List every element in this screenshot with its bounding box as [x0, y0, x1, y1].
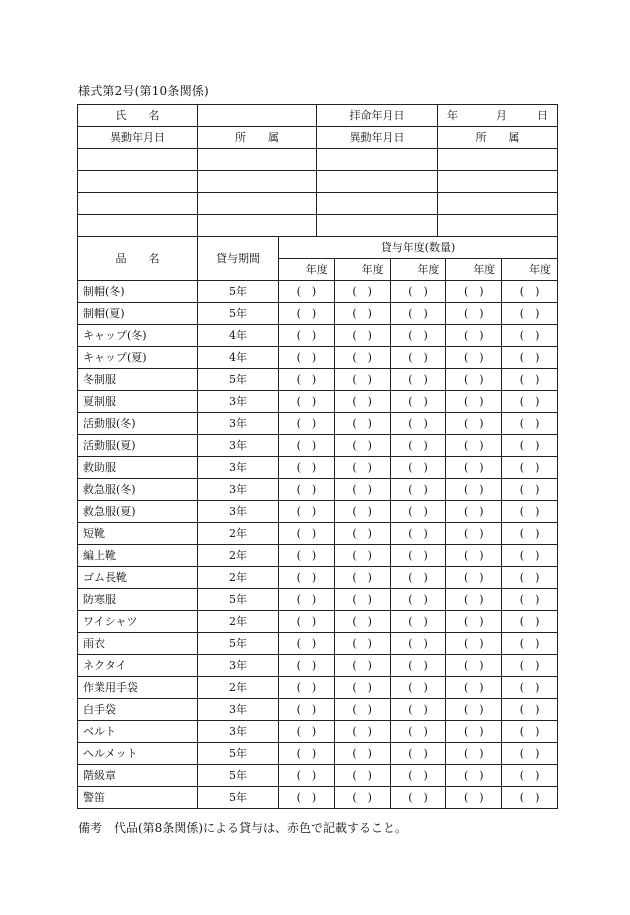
quantity-cell[interactable]: ( )	[279, 523, 335, 544]
quantity-cell[interactable]: ( )	[446, 765, 502, 786]
quantity-cell[interactable]: ( )	[446, 589, 502, 610]
quantity-cell[interactable]: ( )	[279, 479, 335, 500]
quantity-cell[interactable]: ( )	[446, 457, 502, 478]
item-name-cell: 救急服(冬)	[78, 479, 198, 501]
quantity-cell[interactable]: ( )	[279, 501, 335, 522]
quantity-cell[interactable]: ( )	[446, 545, 502, 566]
item-name-cell: ヘルメット	[78, 743, 198, 765]
transfer-entry-row	[78, 193, 558, 215]
quantity-cell[interactable]: ( )	[279, 611, 335, 632]
loan-period-cell: 2年	[198, 545, 279, 567]
quantity-cell[interactable]: ( )	[519, 769, 540, 782]
affiliation-cell[interactable]	[198, 193, 317, 215]
quantity-cell[interactable]: ( )	[446, 435, 502, 456]
loan-period-cell: 5年	[198, 589, 279, 611]
quantity-cell[interactable]: ( )	[335, 677, 391, 698]
item-name-cell: 階級章	[78, 765, 198, 787]
loan-period-cell: 3年	[198, 391, 279, 413]
item-row	[78, 281, 558, 303]
appointment-date-value[interactable]	[438, 105, 558, 127]
quantity-cell[interactable]: ( )	[335, 391, 391, 412]
quantity-cell[interactable]: ( )	[391, 589, 447, 610]
item-name-cell: 活動服(夏)	[78, 435, 198, 457]
loan-period-cell: 2年	[198, 611, 279, 633]
loan-year-group-header: 貸与年度(数量)	[279, 237, 557, 259]
quantity-cell[interactable]: ( )	[519, 417, 540, 430]
quantity-cell[interactable]: ( )	[519, 373, 540, 386]
quantity-cell[interactable]: ( )	[446, 633, 502, 654]
transfer-entry-row	[78, 149, 558, 171]
affiliation-cell[interactable]	[198, 171, 317, 193]
affiliation-cell[interactable]	[438, 149, 558, 171]
loan-period-header: 貸与期間	[198, 237, 279, 281]
quantity-cell[interactable]: ( )	[391, 501, 447, 522]
item-name-cell: キャップ(冬)	[78, 325, 198, 347]
quantity-cell[interactable]: ( )	[279, 765, 335, 786]
quantity-cell[interactable]: ( )	[519, 483, 540, 496]
loan-period-cell: 5年	[198, 633, 279, 655]
quantity-cell[interactable]: ( )	[279, 567, 335, 588]
affiliation-label-1: 所 属	[198, 127, 317, 149]
quantity-cell[interactable]: ( )	[335, 435, 391, 456]
quantity-cell[interactable]: ( )	[391, 391, 447, 412]
quantity-cell[interactable]: ( )	[391, 545, 447, 566]
loan-period-cell: 3年	[198, 655, 279, 677]
name-value-cell[interactable]	[198, 105, 317, 127]
quantity-cell[interactable]: ( )	[446, 281, 502, 302]
item-name-cell: 制帽(夏)	[78, 303, 198, 325]
quantity-cell[interactable]: ( )	[279, 545, 335, 566]
affiliation-cell[interactable]	[198, 215, 317, 237]
year-header: 年度	[446, 259, 502, 280]
quantity-cell[interactable]: ( )	[335, 369, 391, 390]
quantity-cell[interactable]: ( )	[391, 369, 447, 390]
item-name-cell: 制帽(冬)	[78, 281, 198, 303]
quantity-cell[interactable]: ( )	[335, 523, 391, 544]
item-row	[78, 743, 558, 765]
loan-period-cell: 3年	[198, 413, 279, 435]
item-name-cell: 救助服	[78, 457, 198, 479]
item-row	[78, 655, 558, 677]
quantity-cell[interactable]: ( )	[279, 413, 335, 434]
quantity-cell[interactable]: ( )	[335, 589, 391, 610]
item-row	[78, 435, 558, 457]
transfer-date-cell[interactable]	[78, 215, 198, 237]
loan-period-cell: 3年	[198, 435, 279, 457]
quantity-cell[interactable]: ( )	[279, 721, 335, 742]
item-row	[78, 611, 558, 633]
affiliation-cell[interactable]	[198, 149, 317, 171]
quantity-cell[interactable]: ( )	[519, 461, 540, 474]
transfer-date-cell[interactable]	[78, 149, 198, 171]
quantity-cell[interactable]: ( )	[335, 281, 391, 302]
quantity-cell[interactable]: ( )	[279, 435, 335, 456]
quantity-cell[interactable]: ( )	[446, 699, 502, 720]
loan-period-cell: 5年	[198, 765, 279, 787]
item-name-cell: 警笛	[78, 787, 198, 809]
quantity-cell[interactable]: ( )	[391, 303, 447, 324]
header-row-1	[78, 105, 558, 127]
year-header: 年度	[528, 263, 551, 276]
quantity-cell[interactable]: ( )	[519, 703, 540, 716]
item-row	[78, 633, 558, 655]
quantity-cell[interactable]: ( )	[519, 659, 540, 672]
transfer-entry-row	[78, 171, 558, 193]
quantity-cell[interactable]: ( )	[279, 589, 335, 610]
affiliation-cell[interactable]	[438, 171, 558, 193]
quantity-cell[interactable]: ( )	[391, 325, 447, 346]
quantity-cell[interactable]: ( )	[391, 347, 447, 368]
quantity-cell[interactable]: ( )	[335, 721, 391, 742]
quantity-cell[interactable]: ( )	[335, 699, 391, 720]
quantity-cell[interactable]: ( )	[335, 501, 391, 522]
item-row	[78, 391, 558, 413]
quantity-cell[interactable]: ( )	[519, 395, 540, 408]
quantity-cell[interactable]: ( )	[279, 633, 335, 654]
quantity-cell[interactable]: ( )	[279, 391, 335, 412]
quantity-cell[interactable]: ( )	[446, 325, 502, 346]
item-name-header: 品 名	[78, 237, 198, 281]
header-row-2	[78, 127, 558, 149]
loan-record-table	[77, 104, 558, 809]
item-row	[78, 347, 558, 369]
quantity-cell[interactable]: ( )	[391, 567, 447, 588]
quantity-cell[interactable]: ( )	[519, 329, 540, 342]
quantity-cell[interactable]: ( )	[446, 611, 502, 632]
date-year-label: 年	[447, 108, 458, 122]
quantity-cell[interactable]: ( )	[391, 765, 447, 786]
quantity-cell[interactable]: ( )	[446, 391, 502, 412]
quantity-cell[interactable]: ( )	[391, 699, 447, 720]
item-row	[78, 501, 558, 523]
quantity-cell[interactable]: ( )	[391, 655, 447, 676]
quantity-cell[interactable]: ( )	[279, 677, 335, 698]
transfer-date-cell[interactable]	[317, 215, 438, 237]
loan-period-cell: 3年	[198, 501, 279, 523]
item-row	[78, 567, 558, 589]
date-month-label: 月	[496, 108, 507, 122]
loan-period-cell: 5年	[198, 787, 279, 809]
quantity-cell[interactable]: ( )	[446, 303, 502, 324]
item-row	[78, 457, 558, 479]
quantity-cell[interactable]: ( )	[391, 435, 447, 456]
transfer-date-cell[interactable]	[317, 193, 438, 215]
loan-period-cell: 5年	[198, 369, 279, 391]
affiliation-cell[interactable]	[438, 193, 558, 215]
affiliation-label-2: 所 属	[438, 127, 558, 149]
item-name-cell: ゴム長靴	[78, 567, 198, 589]
transfer-date-label-2: 異動年月日	[317, 127, 438, 149]
quantity-cell[interactable]: ( )	[446, 479, 502, 500]
quantity-cell[interactable]: ( )	[391, 281, 447, 302]
quantity-cell[interactable]: ( )	[279, 347, 335, 368]
item-row	[78, 699, 558, 721]
affiliation-cell[interactable]	[438, 215, 558, 237]
item-name-cell: 救急服(夏)	[78, 501, 198, 523]
quantity-cell[interactable]: ( )	[446, 743, 502, 764]
item-name-cell: 雨衣	[78, 633, 198, 655]
date-day-label: 日	[537, 108, 548, 122]
item-row	[78, 721, 558, 743]
loan-period-cell: 3年	[198, 721, 279, 743]
quantity-cell[interactable]: ( )	[519, 307, 540, 320]
quantity-cell[interactable]: ( )	[446, 677, 502, 698]
quantity-cell[interactable]: ( )	[335, 567, 391, 588]
quantity-cell[interactable]: ( )	[519, 351, 540, 364]
transfer-date-cell[interactable]	[317, 149, 438, 171]
item-row	[78, 413, 558, 435]
quantity-cell[interactable]: ( )	[335, 787, 391, 808]
loan-period-cell: 3年	[198, 479, 279, 501]
name-label-cell: 氏 名	[78, 105, 198, 127]
quantity-cell[interactable]: ( )	[279, 457, 335, 478]
quantity-cell[interactable]: ( )	[519, 285, 540, 298]
quantity-cell[interactable]: ( )	[279, 303, 335, 324]
quantity-cell[interactable]: ( )	[519, 549, 540, 562]
quantity-cell[interactable]: ( )	[391, 677, 447, 698]
item-name-cell: 編上靴	[78, 545, 198, 567]
quantity-cell[interactable]: ( )	[335, 633, 391, 654]
quantity-cell[interactable]: ( )	[446, 721, 502, 742]
quantity-cell[interactable]: ( )	[391, 479, 447, 500]
loan-period-cell: 2年	[198, 567, 279, 589]
loan-period-cell: 5年	[198, 303, 279, 325]
item-row	[78, 523, 558, 545]
quantity-cell[interactable]: ( )	[279, 699, 335, 720]
item-row	[78, 787, 558, 809]
table-body	[78, 105, 558, 809]
quantity-cell[interactable]: ( )	[279, 655, 335, 676]
item-name-cell: ベルト	[78, 721, 198, 743]
quantity-cell[interactable]: ( )	[446, 787, 502, 808]
year-header: 年度	[391, 259, 447, 280]
item-name-cell: 夏制服	[78, 391, 198, 413]
quantity-cell[interactable]: ( )	[335, 611, 391, 632]
loan-period-cell: 5年	[198, 743, 279, 765]
quantity-cell[interactable]: ( )	[391, 633, 447, 654]
quantity-cell[interactable]: ( )	[446, 501, 502, 522]
appointment-date-label: 拝命年月日	[317, 105, 438, 127]
quantity-cell[interactable]: ( )	[519, 725, 540, 738]
year-header-row	[279, 259, 557, 280]
quantity-cell[interactable]: ( )	[335, 479, 391, 500]
quantity-cell[interactable]: ( )	[519, 505, 540, 518]
transfer-date-cell[interactable]	[78, 193, 198, 215]
quantity-cell[interactable]: ( )	[335, 743, 391, 764]
loan-period-cell: 3年	[198, 699, 279, 721]
quantity-cell[interactable]: ( )	[446, 369, 502, 390]
transfer-date-label-1: 異動年月日	[78, 127, 198, 149]
item-name-cell: ワイシャツ	[78, 611, 198, 633]
quantity-cell[interactable]: ( )	[335, 655, 391, 676]
quantity-cell[interactable]: ( )	[391, 611, 447, 632]
quantity-cell[interactable]: ( )	[391, 721, 447, 742]
quantity-cell[interactable]: ( )	[446, 413, 502, 434]
quantity-cell[interactable]: ( )	[446, 567, 502, 588]
form-title: 様式第2号(第10条関係)	[78, 84, 209, 98]
loan-period-cell: 5年	[198, 281, 279, 303]
quantity-cell[interactable]: ( )	[279, 787, 335, 808]
quantity-cell[interactable]: ( )	[519, 571, 540, 584]
quantity-cell[interactable]: ( )	[335, 765, 391, 786]
quantity-cell[interactable]: ( )	[519, 791, 540, 804]
quantity-cell[interactable]: ( )	[519, 637, 540, 650]
quantity-cell[interactable]: ( )	[446, 655, 502, 676]
item-name-cell: 冬制服	[78, 369, 198, 391]
quantity-cell[interactable]: ( )	[279, 743, 335, 764]
year-header: 年度	[335, 259, 391, 280]
quantity-cell[interactable]: ( )	[519, 615, 540, 628]
item-name-cell: 作業用手袋	[78, 677, 198, 699]
loan-period-cell: 4年	[198, 347, 279, 369]
quantity-cell[interactable]: ( )	[391, 743, 447, 764]
quantity-cell[interactable]: ( )	[391, 457, 447, 478]
quantity-cell[interactable]: ( )	[335, 303, 391, 324]
quantity-cell[interactable]: ( )	[391, 413, 447, 434]
quantity-cell[interactable]: ( )	[335, 325, 391, 346]
quantity-cell[interactable]: ( )	[335, 545, 391, 566]
quantity-cell[interactable]: ( )	[279, 281, 335, 302]
year-header: 年度	[279, 259, 335, 280]
item-name-cell: 白手袋	[78, 699, 198, 721]
item-row	[78, 303, 558, 325]
loan-period-cell: 2年	[198, 677, 279, 699]
item-row	[78, 765, 558, 787]
item-row	[78, 589, 558, 611]
quantity-cell[interactable]: ( )	[335, 457, 391, 478]
quantity-cell[interactable]: ( )	[446, 347, 502, 368]
quantity-cell[interactable]: ( )	[391, 523, 447, 544]
item-row	[78, 369, 558, 391]
transfer-date-cell[interactable]	[317, 171, 438, 193]
loan-period-cell: 4年	[198, 325, 279, 347]
remark-note: 備考 代品(第8条関係)による貸与は、赤色で記載すること。	[78, 821, 408, 835]
item-name-cell: キャップ(夏)	[78, 347, 198, 369]
quantity-cell[interactable]: ( )	[279, 369, 335, 390]
transfer-date-cell[interactable]	[78, 171, 198, 193]
quantity-cell[interactable]: ( )	[391, 787, 447, 808]
quantity-cell[interactable]: ( )	[519, 527, 540, 540]
quantity-cell[interactable]: ( )	[519, 593, 540, 606]
item-row	[78, 479, 558, 501]
item-name-cell: 活動服(冬)	[78, 413, 198, 435]
item-name-cell: 防寒服	[78, 589, 198, 611]
transfer-entry-row	[78, 215, 558, 237]
loan-period-cell: 2年	[198, 523, 279, 545]
quantity-cell[interactable]: ( )	[335, 347, 391, 368]
quantity-cell[interactable]: ( )	[519, 439, 540, 452]
items-header-row-1	[78, 237, 558, 281]
quantity-cell[interactable]: ( )	[446, 523, 502, 544]
item-name-cell: 短靴	[78, 523, 198, 545]
item-row	[78, 545, 558, 567]
item-row	[78, 325, 558, 347]
item-name-cell: ネクタイ	[78, 655, 198, 677]
quantity-cell[interactable]: ( )	[279, 325, 335, 346]
quantity-cell[interactable]: ( )	[519, 747, 540, 760]
loan-period-cell: 3年	[198, 457, 279, 479]
quantity-cell[interactable]: ( )	[335, 413, 391, 434]
quantity-cell[interactable]: ( )	[519, 681, 540, 694]
item-row	[78, 677, 558, 699]
